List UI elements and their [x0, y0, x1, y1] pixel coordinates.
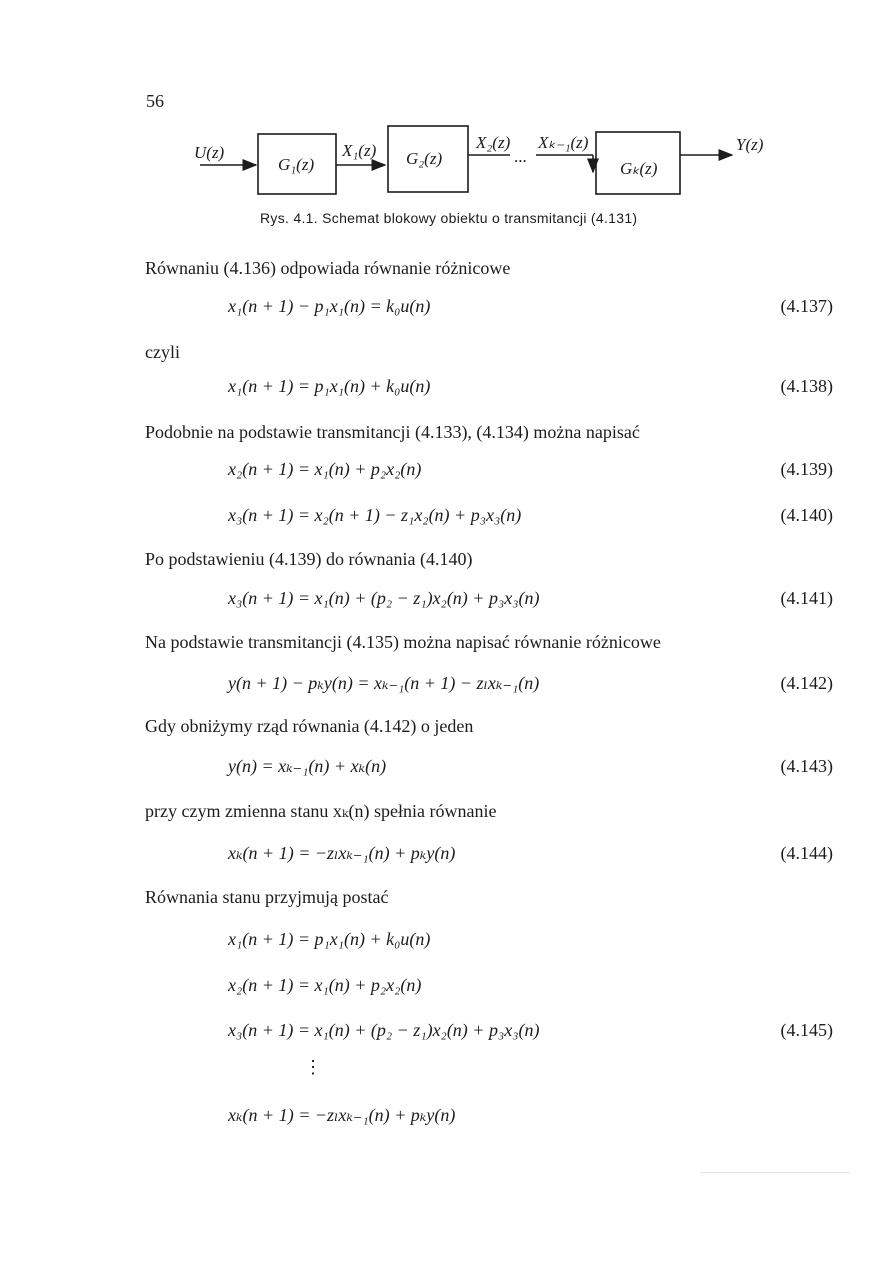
input-label: U(z) [194, 143, 225, 162]
signal-x1-label: X₁(z) [342, 141, 377, 160]
equation-4-140: x₃(n + 1) = x₂(n + 1) − z₁x₂(n) + p₃x₃(n) [228, 505, 522, 525]
equation-4-139: x₂(n + 1) = x₁(n) + p₂x₂(n) [228, 459, 422, 479]
signal-xk1-label: Xₖ₋₁(z) [538, 133, 589, 152]
equation-number-4-139: (4.139) [780, 459, 833, 479]
paragraph-8: Równania stanu przyjmują postać [145, 887, 389, 907]
equation-4-144: xₖ(n + 1) = −zₗxₖ₋₁(n) + pₖy(n) [228, 843, 456, 863]
paragraph-1: Równaniu (4.136) odpowiada równanie różnicowe [145, 258, 511, 278]
output-label: Y(z) [736, 135, 764, 154]
paragraph-7: przy czym zmienna stanu xₖ(n) spełnia równanie [145, 801, 497, 821]
paragraph-5: Na podstawie transmitancji (4.135) można napisać równanie różnicowe [145, 632, 661, 652]
block-gk-label: Gₖ(z) [620, 159, 658, 178]
equation-4-145-line-2: x₂(n + 1) = x₁(n) + p₂x₂(n) [228, 975, 422, 995]
page-number: 56 [146, 91, 164, 111]
equation-number-4-140: (4.140) [780, 505, 833, 525]
vertical-ellipsis: ⋮ [304, 1057, 322, 1077]
block-diagram [180, 118, 800, 218]
equation-number-4-137: (4.137) [780, 296, 833, 316]
equation-number-4-145: (4.145) [780, 1020, 833, 1040]
block-g1-label: G₁(z) [278, 155, 315, 174]
paragraph-3: Podobnie na podstawie transmitancji (4.133), (4.134) można napisać [145, 422, 640, 442]
equation-4-145-line-1: x₁(n + 1) = p₁x₁(n) + k₀u(n) [228, 929, 431, 949]
signal-x2-label: X₂(z) [476, 133, 511, 152]
equation-number-4-144: (4.144) [780, 843, 833, 863]
equation-4-137: x₁(n + 1) − p₁x₁(n) = k₀u(n) [228, 296, 431, 316]
equation-number-4-138: (4.138) [780, 376, 833, 396]
equation-4-145-line-3: x₃(n + 1) = x₁(n) + (p₂ − z₁)x₂(n) + p₃x₃(n) [228, 1020, 540, 1040]
equation-number-4-142: (4.142) [780, 673, 833, 693]
figure-caption: Rys. 4.1. Schemat blokowy obiektu o transmitancji (4.131) [260, 210, 638, 226]
equation-4-141: x₃(n + 1) = x₁(n) + (p₂ − z₁)x₂(n) + p₃x₃(n) [228, 588, 540, 608]
block-g2-label: G₂(z) [406, 149, 443, 168]
equation-4-143: y(n) = xₖ₋₁(n) + xₖ(n) [228, 756, 387, 776]
equation-number-4-143: (4.143) [780, 756, 833, 776]
signal-ellipsis: ... [514, 147, 527, 166]
equation-4-142: y(n + 1) − pₖy(n) = xₖ₋₁(n + 1) − zₗxₖ₋₁(n) [228, 673, 540, 693]
paragraph-4: Po podstawieniu (4.139) do równania (4.140) [145, 549, 473, 569]
paragraph-2: czyli [145, 342, 180, 362]
block-diagram-svg [180, 118, 800, 218]
equation-4-145-line-k: xₖ(n + 1) = −zₗxₖ₋₁(n) + pₖy(n) [228, 1105, 456, 1125]
paragraph-6: Gdy obniżymy rząd równania (4.142) o jeden [145, 716, 474, 736]
equation-4-138: x₁(n + 1) = p₁x₁(n) + k₀u(n) [228, 376, 431, 396]
equation-number-4-141: (4.141) [780, 588, 833, 608]
scan-edge-line [700, 1172, 850, 1173]
